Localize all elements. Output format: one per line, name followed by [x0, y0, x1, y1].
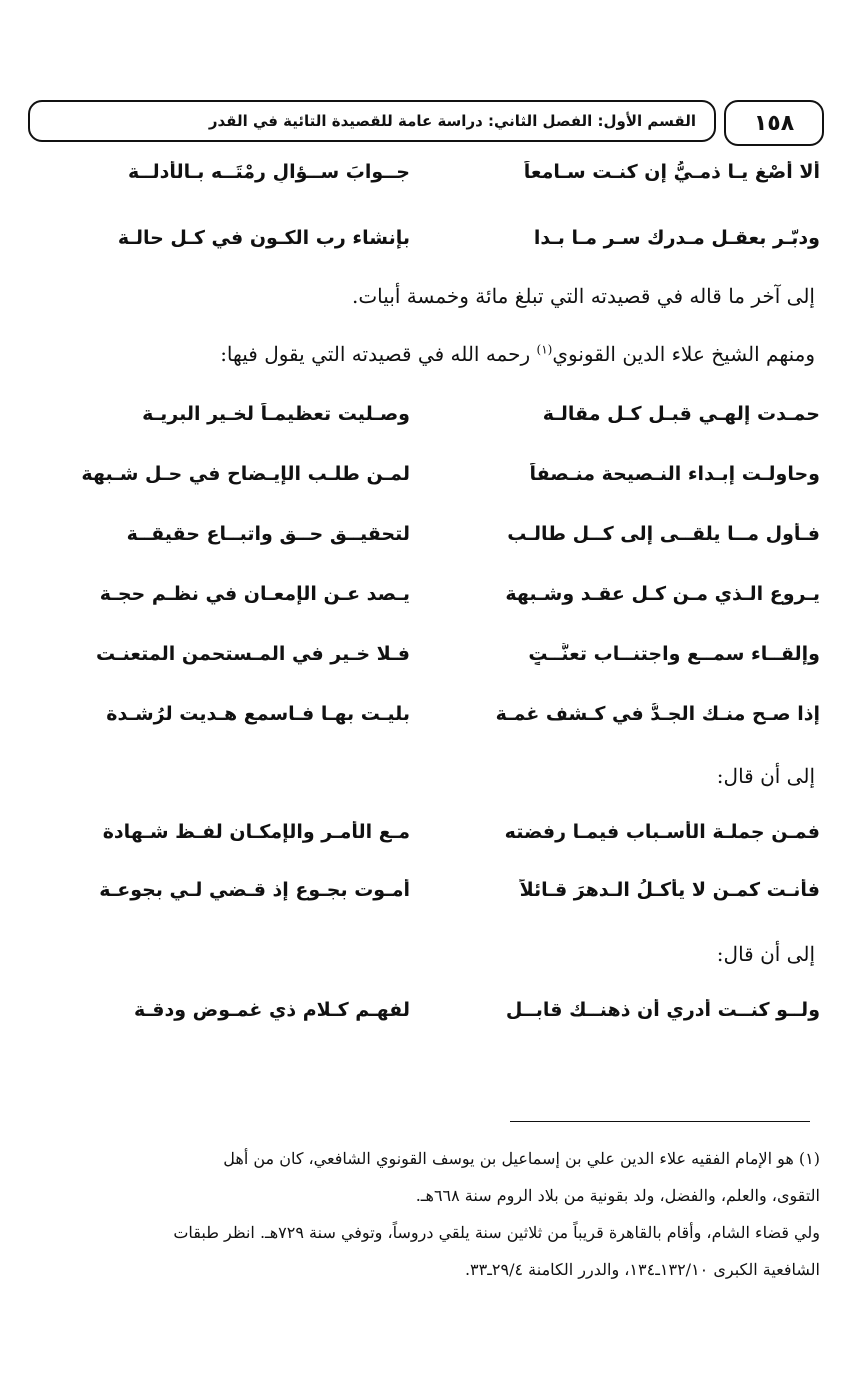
transition-phrase: إلى أن قال:	[716, 764, 815, 788]
verse-line	[60, 692, 820, 736]
verse-second-hemistich: لمـن طلـب الإيـضاح في حـل شـبهة	[81, 463, 410, 485]
running-title: القسم الأول: الفصل الثاني: دراسة عامة للقصيدة التائية في القدر	[28, 100, 716, 142]
verse-line	[60, 392, 820, 436]
verse-second-hemistich: بإنشاء رب الكـون في كـل حالـة	[117, 227, 410, 249]
verse-second-hemistich: لفهـم كـلام ذي غمـوض ودقـة	[134, 999, 410, 1021]
footnotes	[40, 1140, 820, 1288]
prose-paragraph	[55, 342, 815, 366]
verse-first-hemistich: فـأول مــا يلقــى إلى كــل طالـب	[507, 523, 820, 545]
verse-second-hemistich: جــوابَ ســؤالٍ رمْتَــه بـالأدلــة	[127, 161, 410, 183]
verse-line	[60, 452, 820, 496]
verse-second-hemistich: لتحقيــق حــق واتبــاع حقيقــة	[126, 523, 410, 545]
verse-first-hemistich: وإلقــاء سمــع واجتنــاب تعنُّــتٍ	[528, 643, 820, 665]
verse-second-hemistich: يـصد عـن الإمعـان في نظـم حجـة	[99, 583, 410, 605]
verse-line	[60, 216, 820, 260]
footnote-line: ولي قضاء الشام، وأقام بالقاهرة قريباً من ثلاثين سنة يلقي دروساً، وتوفي سنة ٧٢٩هـ. انظر طبقات	[173, 1223, 820, 1242]
prose-text: ومنهم الشيخ علاء الدين القونوي	[552, 342, 815, 366]
verse-second-hemistich: مـع الأمـر والإمكـان لفـظ شـهادة	[102, 821, 410, 843]
verse-line	[60, 988, 820, 1032]
verse-line	[60, 810, 820, 854]
verse-second-hemistich: وصـليت تعظيمـاً لخـير البريـة	[142, 403, 410, 425]
verse-second-hemistich: فـلا خـير في المـستحمن المتعنـت	[96, 643, 410, 665]
verse-first-hemistich: فمـن جملـة الأسـباب فيمـا رفضته	[504, 821, 820, 843]
verse-first-hemistich: ودبّـر بعقـل مـدرك سـر مـا بـدا	[533, 227, 820, 249]
footnote-line: الشافعية الكبرى ١٣٢/١٠ـ١٣٤، والدرر الكامنة ٢٩/٤ـ٣٣.	[464, 1260, 820, 1279]
verse-second-hemistich: بليـت بهـا فـاسمع هـديت لرُشـدة	[106, 703, 410, 725]
verse-first-hemistich: فأنـت كمـن لا يأكـلُ الـدهرَ قـائلاً	[519, 879, 820, 901]
verse-line	[60, 632, 820, 676]
verse-second-hemistich: أمـوت بجـوع إذ قـضي لـي بجوعـة	[99, 879, 410, 901]
footnote-line: (١) هو الإمام الفقيه علاء الدين علي بن إسماعيل بن يوسف القونوي الشافعي، كان من أهل	[223, 1149, 820, 1168]
footnote-separator	[510, 1121, 810, 1122]
page-number: ١٥٨	[724, 100, 824, 146]
verse-first-hemistich: حمـدت إلهـي قبـل كـل مقالـة	[542, 403, 820, 425]
running-header	[28, 100, 824, 144]
prose-paragraph: إلى آخر ما قاله في قصيدته التي تبلغ مائة وخمسة أبيات.	[352, 284, 815, 308]
verse-line	[60, 512, 820, 556]
verse-first-hemistich: ولــو كنــت أدري أن ذهنــك قابــل	[505, 999, 820, 1021]
verse-line	[60, 572, 820, 616]
transition-phrase: إلى أن قال:	[716, 942, 815, 966]
verse-line	[60, 868, 820, 912]
footnote-reference: (١)	[536, 342, 553, 357]
verse-first-hemistich: وحاولـت إبـداء النـصيحة منـصفاً	[529, 463, 820, 485]
verse-line	[60, 150, 820, 194]
verse-first-hemistich: ألا أصْغ يـا ذمـيُّ إن كنـت سـامعاً	[523, 161, 820, 183]
prose-text: رحمه الله في قصيدته التي يقول فيها:	[220, 342, 531, 366]
footnote-line: التقوى، والعلم، والفضل، ولد بقونية من بلاد الروم سنة ٦٦٨هـ.	[415, 1186, 820, 1205]
verse-first-hemistich: إذا صـح منـك الجـدُّ في كـشف غمـة	[495, 703, 820, 725]
verse-first-hemistich: يـروع الـذي مـن كـل عقـد وشـبهة	[505, 583, 820, 605]
